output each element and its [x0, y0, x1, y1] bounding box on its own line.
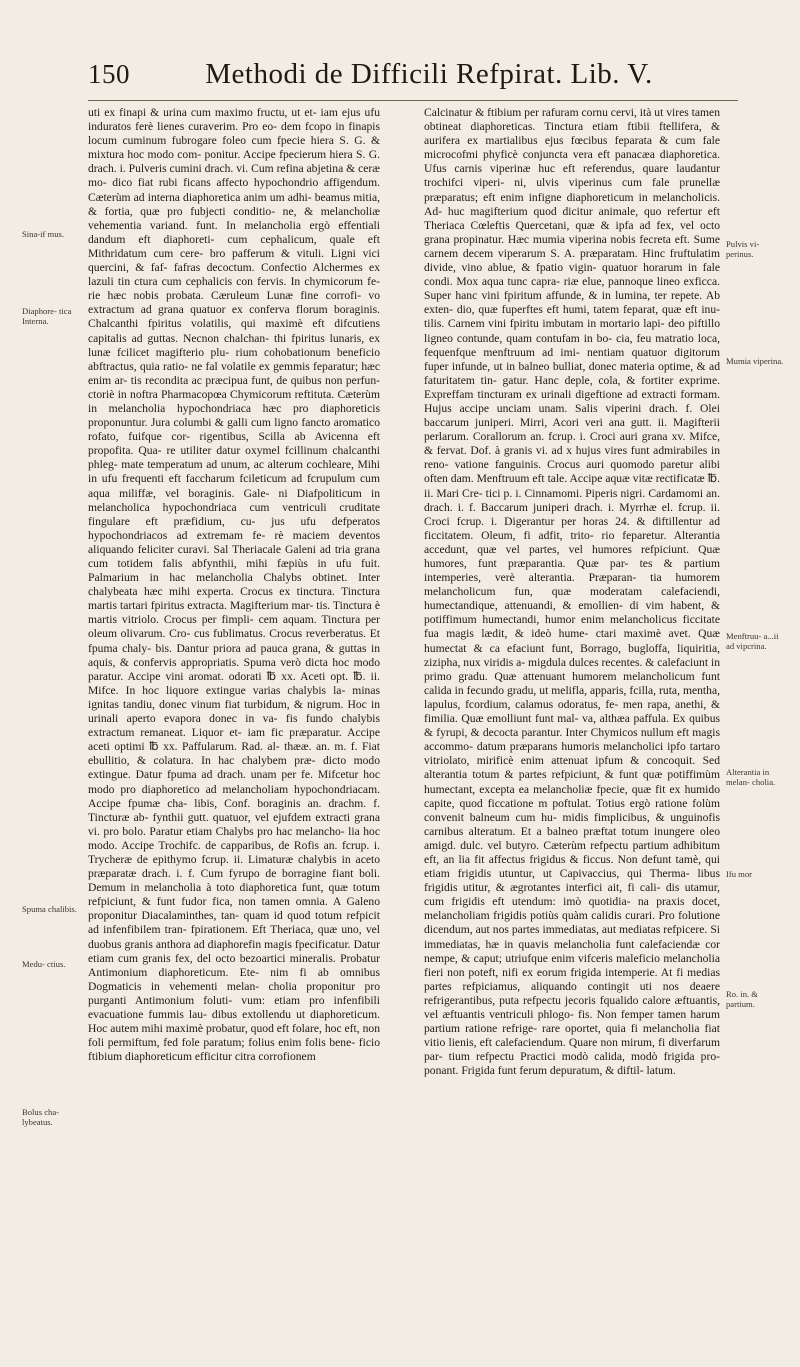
running-title: Methodi de Difficili Refpirat. Lib. V. [205, 58, 653, 90]
margin-note: Medu- ctius. [22, 959, 66, 969]
margin-note: Diaphore- tica Interna. [22, 306, 72, 326]
margin-note: Ro. in. & partium. [726, 989, 758, 1009]
margin-note: Spuma chalibis. [22, 904, 77, 914]
margin-note: Sina-if mus. [22, 229, 65, 239]
right-column-text: Calcinatur & ftibium per rafuram cornu cervi, ità ut vires tamen obtineat diaphoreticas. Tinctura etiam ftibii ftellifera, & aurifera ex martialibus ejus fœcibus feparata & cum fale microcofmi phyficè conjuncta vera eft panacæa diaphoretica. Ufus carnis viperinæ huc eft referendus, quare laudantur trochifci viperi- ni, ulvis viperinus cum fale prunellæ præparatus; eft enim infigne diaphoreticum in melancholicis. Ad- huc magifterium quod dicitur animale, quo refertur eft Theriaca Cœleftis Quercetani, quæ & ipfa ad fex, vel octo grana propinatur. Hæc mumia viperina nobis fecreta eft. Sume carnem decem viperarum S. A. præparatam. Hinc fruftulatim divide, vino ablue, & fpatio vigin- quatuor horarum in fale condi. Mox aqua tunc capra- riæ elue, pannoque lineo exficca. Super hanc vini fpiritum affunde, & in lumina, ter repete. Ab exten- dio, quæ fuperftes eft humi, tatem feparat, quæ eft inu- tilis. Carnem vini fpiritu imbutam in mortario lapi- deo piftillo ligneo contunde, quam contufam in bo- cia, feu matratio loca, fequenfque menftruum ad imi- nentiam quatuor digitorum fuper infunde, ut in balneo bulliat, donec materia optime, & ad faturitatem tin- gatur. Hanc deple, cola, & fortiter exprime. Expreffam tincturam ex urinali digeftione ad extracti formam. Hujus accipe unciam unam. Salis viperini drach. f. Olei baccarum juniperi. Mirri, Acori veri ana gutt. ii. Magifterii perlarum. Corallorum an. fcrup. i. Croci auri grana xv. Mifce, & fervat. Dof. à granis vi. ad x hujus vires funt admirabiles in reno- vatione fanguinis. Crocus auri quomodo paretur alibi often dam. Menftruum eft tale. Accipe aquæ vitæ rectificatæ ℔. ii. Mari Cre- tici p. i. Cinnamomi. Piperis nigri. Cardamomi an. drach. i. f. Baccarum juniperi drach. i. Myrrhæ el. fcrup. ii. Croci fcrup. i. Digerantur per horas 24. & diftillentur ad ficcitatem. Oleum, fi adfit, trito- rio feparetur. Alterantia accedunt, quæ vel partes, vel humores refpiciunt. Quæ humores, funt præparantia. Quæ par- tes & partium intemperies, verè alterantia. Præparan- tia humorem melancholicum fun, quæ moderatam calefaciendi, humectandique, attenuandi, & emollien- di vim habent, & potiffimum humectandi, humor enim melancholicus ficcitate fua magis lædit, & ideò hume- ctari maximè avet. Quæ humectat & ca efaciunt funt, Borrago, bugloffa, liquiritia, zizipha, nux viridis a- migdula dulces recentes. & calefaciunt in primo gradu. Quæ attenuant humorem melancholicum funt calida in fecundo gradu, ut melifla, apparis, fcilla, ruta, mentha, lapulus, fcordium, calamus odoratus, fe- men rapa, anethi, & fimilia. Quæ emolliunt funt mal- va, althæa paffula. Ex quibus & fyrupi, & decocta parantur. Inter Chymicos nullum eft magis accommo- datum præparans humoris melancholici ipfo tartaro vitriolato, mirificè enim attenuat ipfum & concoquit. Sed alterantia totum & partes refpiciunt, & funt quæ potiffimùm humectant, excepta ea melancholiæ fpecie, quæ fit ex humido capite, quod ficcatione m poftulat. Totius ergò ratione folùm convenit balneum cum hu- midis fimplicibus, & unguinofis carnibus alteratum. Et a balneo præftat totum inungere oleo amigd. dulc. vel butyro. Cæterùm refpectu partium adhibitum eft, an lia fit affectus frigidus & ficcus. Non defunt tamè, qui etiam frigidis utuntur, ut Capivaccius, qui Therma- libus frigidis utitur, & ægrotantes interfici ait, fi cali- dis utamur, cum frigidis eft utendum: imò quotidia- na praxis docet, melancholiam frigidis potiùs quàm calidis curari. Pro folutione dicendum, aut nos partes immediatas, aut mediatas refpicere. Si immediatas, hæ in quavis melancholia funt calefaciendæ cor nempe, & caput; utriufque enim vifceris maleficio melancholia fieri non poteft, nifi ex eorum frigida intemperie. At fi medias partes refpiciamus, aliquando contingit uti nos deaere refrigerantibus, puta refpectu jecoris fqualido calore æftuantis, vel æftuantis ventriculi phlogo- fis. Non femper tamen harum partium ratione refrige- rare oportet, quia fi melancholia fiat vitio lienis, eft calefaciendum. Quare non mirum, fi diverfarum par- tium refpectu Practici modò calida, modò frigida pro- ponant. Frigida funt ferum depuratum, & diftil- latum. [424, 106, 720, 1078]
margin-note: Mumia viperina. [726, 356, 784, 366]
margin-note: Pulvis vi- perinus. [726, 239, 760, 259]
header-rule [88, 100, 738, 101]
margin-note: Alterantia in melan- cholia. [726, 767, 776, 787]
left-column-text: uti ex finapi & urina cum maximo fructu, ut et- iam ejus ufu induratos ferè lienes curaverim. Pro eo- dem fcopo in finapis locum cuminum fubrogare foleo cum fpecie hiera S. G. & mixtura hoc modo com- ponitur. Accipe fpecierum hiera S. G. drach. i. Pulveris cumini drach. vi. Cum refina abjetina & ceræ mo- dico fiat rubi ficans affecto hypochondrio affigendum. Cæterùm ad interna diaphoretica anim um adhi- beamus mitia, & fortia, quæ pro fubjecti conditio- ne, & melancholiæ vehementia variand. funt. In melancholia ergò effentiali dandum eft diaphoreti- cum cephalicum, quale eft Mithridatum cum cere- bro pafferum & vituli. Ligni vici quercini, & faf- fafras decoctum. Confectio Alchermes ex lazuli tin ctura cum cephalicis con fervis. In chymicorum fe- rie hæc nobis probata. Cæruleum Lunæ fine corrofi- vo extractum ad grana quatuor ex conferva florum boraginis. Chalcanthi fpiritus volatilis, qui maximè eft difcutiens capitalis ad guttas. Necnon chalchan- thi fpiritus lunaris, ex lunæ fcilicet magifterio plu- rium cohobationum beneficio abftractus, quia ratio- ne fal volatile ex gemmis feparatur; hæc enim ar- tis recondita ac præcipua funt, de quibus non perfun- ctoriè in noftra Pharmacopœa Chymicorum reftituta. Cæterùm in melancholia hypochondriaca hæc pro diaphoreticis proponuntur. Jura columbi & galli cum ligno fancto aromatico rofato, fuifque cor- rigentibus, Scilla ab Avicenna eft propofita. Qua- re utiliter datur oxymel fcillinum chalcanthi phleg- mate temperatum ad unum, ac alterum cochleare, Mihi in ufu frequenti eft faccharum fcileticum ad fcrupulum cum aqua miliffæ, vel boraginis. Gale- ni Diafpoliticum in melancholica hypochondriaca cum ventriculi cruditate fingulare eft præfidium, cu- jus ufu defperatos hypochondriacos ad extremam fe- rè maciem deventos aliquando feliciter curavi. Sal Theriacale Galeni ad tria grana cum totidem falis abfynthii, mihi fæpiùs in ufu fuit. Palmarium in hac melancholia Chalybs obtinet. Inter chalybeata hæc mihi experta. Crocus ex tinctura. Tinctura martis tartari fpiritus extracta. Magifterium mar- tis. Tinctura è martis vitriolo. Crocus per fimpli- cem aquam. Tinctura per oleum olivarum. Cro- cus fublimatus. Crocus reverberatus. Et fpuma chaly- bis. Dantur priora ad pauca grana, & guttas in aquis, & confervis appropriatis. Spuma verò dicta hoc modo paratur. Accipe vini aromat. odorati ℔ xx. Aceti opt. ℔. ii. Mifce. In hoc liquore extingue varias chalybis la- minas ignitas tandiu, donec vinum fiat turbidum, & nigrum. Hoc in urinali aperto evapora donec in va- fis fundo chalybis extractum remaneat. Liquor et- iam fic præparatur. Accipe aceti optimi ℔ xx. Paffularum. Rad. al- thææ. an. m. f. Fiat ebullitio, & colatura. In hac chalybem præ- dicto modo extingue. Datur fpuma ad drach. unam per fe. Mifcetur hoc modo pro diaphoretico ad melancholiam hypochondriacam. Accipe fpumæ cha- libis, Conf. boraginis an. drachm. f. Tincturæ ab- fynthii gutt. quatuor, vel ejufdem extracti grana vi. pro bolo. Paratur etiam Chalybs pro hac melancho- lia hoc modo. Accipe Trochifc. de capparibus, de Rofis an. fcrup. i. Trycheræ de epithymo fcrup. ii. Limaturæ chalybis in aceto præparatæ drach. i. f. Cum fyrupo de borragine fiant boli. Demum in melancholia à toto diaphoretica funt, quæ totum refpiciunt, & funt fudor fica, non tamen omnia. A Galeno proponitur Diacalaminthes, tan- quam id quod totum refpicit ad infenfibilem tran- fpirationem. Eft Theriaca, quæ uno, vel duobus granis anthora ad diaphorefin magis fpecificatur. Datur etiam cum granis fex, del octo bezoartici mineralis. Probatur Antimonium diaphoreticum. Ete- nim fi ab omnibus Dogmaticis in vehementi melan- cholia proponitur pro purganti Antimonium foluti- vum: etiam pro infenfibili evacuatione fummis lau- dibus extollendu ut diaphoreticum. Hoc autem mihi maximè probatur, quod eft folare, hoc eft, non foli permiftum, fed fole paratum; folius enim folis bene- ficio ftibium diaphoreticum efficitur citra corrofionem [88, 106, 380, 1064]
right-column [424, 106, 720, 1078]
margin-note: Bolus cha- lybeatus. [22, 1107, 59, 1127]
margin-note: Menftruu- a...ii ad vipcrina. [726, 631, 779, 651]
page-header [88, 58, 728, 91]
margin-note: Ifu mor [726, 869, 753, 879]
page-number: 150 [88, 59, 130, 89]
left-column [88, 106, 380, 1064]
